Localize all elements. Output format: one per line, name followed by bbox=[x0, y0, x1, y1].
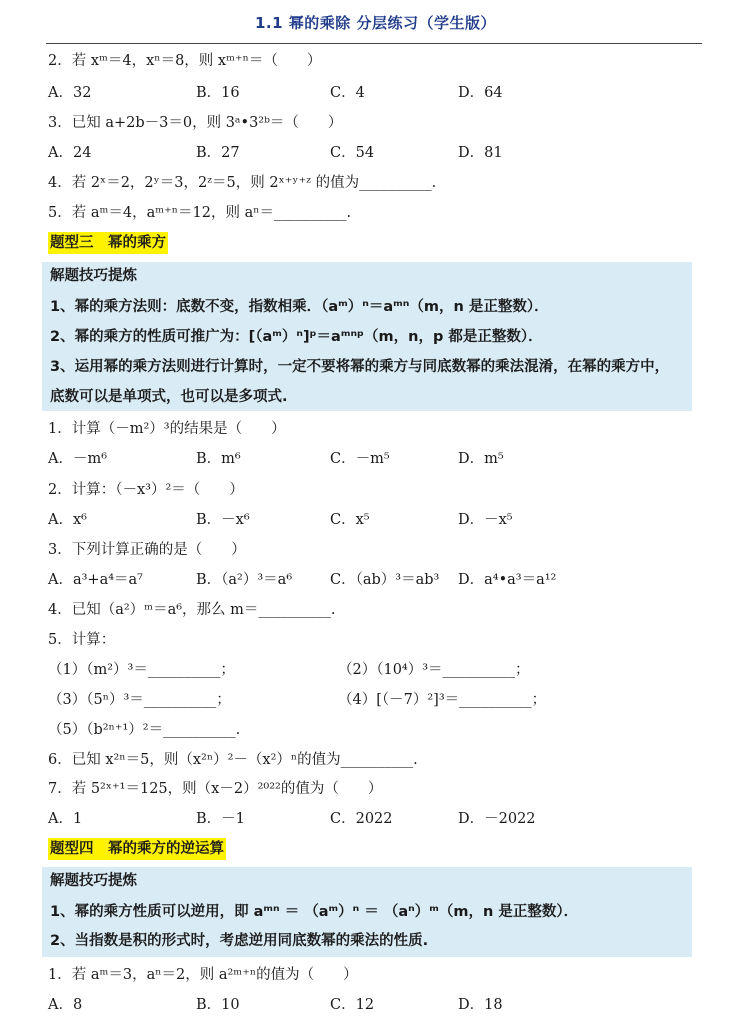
option-d: D．18 bbox=[458, 997, 503, 1013]
question-line: 5．若 aᵐ＝4，aᵐ⁺ⁿ＝12，则 aⁿ＝__________. bbox=[48, 205, 352, 221]
question-line: 2．若 xᵐ＝4，xⁿ＝8，则 xᵐ⁺ⁿ＝（ ） bbox=[48, 53, 322, 69]
tip-rule: 1、幂的乘方法则：底数不变，指数相乘．（aᵐ）ⁿ＝aᵐⁿ（m，n 是正整数）． bbox=[50, 299, 549, 315]
option-d: D．a⁴•a³＝a¹² bbox=[458, 572, 557, 588]
tip-box bbox=[42, 262, 692, 411]
option-b: B．（a²）³＝a⁶ bbox=[196, 572, 293, 588]
sub-question: （1）（m²）³＝__________； bbox=[48, 662, 235, 678]
question-line: 2．计算：（－x³）²＝（ ） bbox=[48, 482, 244, 498]
option-c: C．－m⁵ bbox=[330, 451, 390, 467]
page-title: 1.1 幂的乘除 分层练习（学生版） bbox=[254, 14, 497, 32]
tip-rule: 2、当指数是积的形式时，考虑逆用同底数幂的乘法的性质. bbox=[50, 933, 429, 949]
section-title: 题型三 幂的乘方 bbox=[48, 232, 168, 254]
option-a: A．24 bbox=[48, 145, 92, 161]
tip-heading: 解题技巧提炼 bbox=[50, 873, 137, 889]
option-a: A．a³+a⁴＝a⁷ bbox=[48, 572, 143, 588]
option-d: D．64 bbox=[458, 85, 503, 101]
header-divider bbox=[46, 43, 702, 44]
question-line: 1．计算（－m²）³的结果是（ ） bbox=[48, 421, 286, 437]
option-b: B．－x⁶ bbox=[196, 512, 250, 528]
option-b: B．m⁶ bbox=[196, 451, 241, 467]
tip-rule: 3、运用幂的乘方法则进行计算时，一定不要将幂的乘方与同底数幂的乘法混淆，在幂的乘方中， bbox=[50, 359, 670, 375]
option-d: D．81 bbox=[458, 145, 503, 161]
option-c: C．54 bbox=[330, 145, 375, 161]
question-line: 6．已知 x²ⁿ＝5，则（x²ⁿ）²－（x²）ⁿ的值为__________. bbox=[48, 752, 418, 768]
section-title: 题型四 幂的乘方的逆运算 bbox=[48, 838, 226, 860]
tip-rule: 底数可以是单项式，也可以是多项式. bbox=[50, 389, 288, 405]
question-line: 1．若 aᵐ＝3，aⁿ＝2，则 a²ᵐ⁺ⁿ的值为（ ） bbox=[48, 967, 358, 983]
tip-heading: 解题技巧提炼 bbox=[50, 268, 137, 284]
option-c: C．x⁵ bbox=[330, 512, 370, 528]
question-line: 4．已知（a²）ᵐ＝a⁶，那么 m＝__________. bbox=[48, 602, 336, 618]
option-b: B．16 bbox=[196, 85, 240, 101]
option-b: B．10 bbox=[196, 997, 240, 1013]
question-line: 7．若 5²ˣ⁺¹＝125，则（x－2）²⁰²²的值为（ ） bbox=[48, 781, 383, 797]
question-line: 3．已知 a+2b－3＝0，则 3ᵃ•3²ᵇ＝（ ） bbox=[48, 115, 343, 131]
option-d: D．m⁵ bbox=[458, 451, 504, 467]
tip-box bbox=[42, 867, 692, 957]
sub-question: （5）（b²ⁿ⁺¹）²＝__________. bbox=[48, 722, 241, 738]
option-a: A．32 bbox=[48, 85, 92, 101]
question-line: 3．下列计算正确的是（ ） bbox=[48, 542, 246, 558]
sub-question: （3）（5ⁿ）³＝__________； bbox=[48, 692, 231, 708]
option-c: C．2022 bbox=[330, 811, 393, 827]
option-b: B．－1 bbox=[196, 811, 245, 827]
option-c: C．（ab）³＝ab³ bbox=[330, 572, 440, 588]
sub-question: （2）（10⁴）³＝__________； bbox=[338, 662, 530, 678]
option-a: A．－m⁶ bbox=[48, 451, 108, 467]
option-d: D．－2022 bbox=[458, 811, 536, 827]
option-a: A．8 bbox=[48, 997, 83, 1013]
option-d: D．－x⁵ bbox=[458, 512, 513, 528]
tip-rule: 1、幂的乘方性质可以逆用，即 aᵐⁿ ＝ （aᵐ）ⁿ ＝ （aⁿ）ᵐ（m，n 是正整数）． bbox=[50, 904, 579, 920]
option-c: C．12 bbox=[330, 997, 375, 1013]
option-c: C．4 bbox=[330, 85, 365, 101]
option-a: A．1 bbox=[48, 811, 83, 827]
tip-rule: 2、幂的乘方的性质可推广为：[（aᵐ）ⁿ]ᵖ＝aᵐⁿᵖ（m，n，p 都是正整数）． bbox=[50, 329, 543, 345]
option-a: A．x⁶ bbox=[48, 512, 87, 528]
sub-question: （4）[（－7）²]³＝__________； bbox=[338, 692, 547, 708]
question-line: 4．若 2ˣ＝2，2ʸ＝3，2ᶻ＝5，则 2ˣ⁺ʸ⁺ᶻ 的值为__________. bbox=[48, 175, 437, 191]
question-line: 5．计算： bbox=[48, 632, 116, 648]
option-b: B．27 bbox=[196, 145, 240, 161]
